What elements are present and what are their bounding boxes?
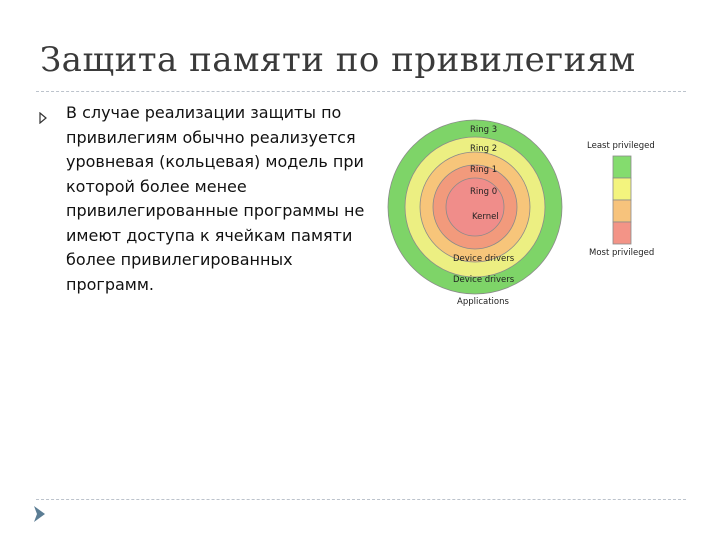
ring-2-label: Ring 2 [470,144,498,154]
ring-0-label: Ring 0 [470,187,498,197]
legend-swatch-ring-2 [613,178,631,200]
ring-3-label: Ring 3 [470,125,498,135]
bullet-arrow-icon [39,112,47,124]
legend-swatch-ring-3 [613,156,631,178]
device-drivers-outer-label: Device drivers [453,275,515,285]
ring-1-label: Ring 1 [470,165,498,175]
kernel-label: Kernel [472,212,499,222]
nav-arrow-icon[interactable] [31,504,47,524]
legend-swatch-ring-1 [613,200,631,222]
privilege-rings-diagram [380,110,680,315]
title-divider [36,91,686,92]
legend-most-privileged-label: Most privileged [589,248,655,258]
legend-least-privileged-label: Least privileged [587,141,655,151]
bullet-text: В случае реализации защиты по привилегиям обычно реализуется уровневая (кольцевая) модель при которой более менее привилегированные программы не имеют доступа к ячейкам памяти более привилегированных программ. [66,103,365,294]
legend-swatch-ring-0 [613,222,631,244]
slide-title: Защита памяти по привилегиям [40,40,636,80]
footer-divider [36,499,686,500]
privilege-legend-bar [613,156,631,244]
applications-label: Applications [457,297,509,307]
device-drivers-inner-label: Device drivers [453,254,515,264]
